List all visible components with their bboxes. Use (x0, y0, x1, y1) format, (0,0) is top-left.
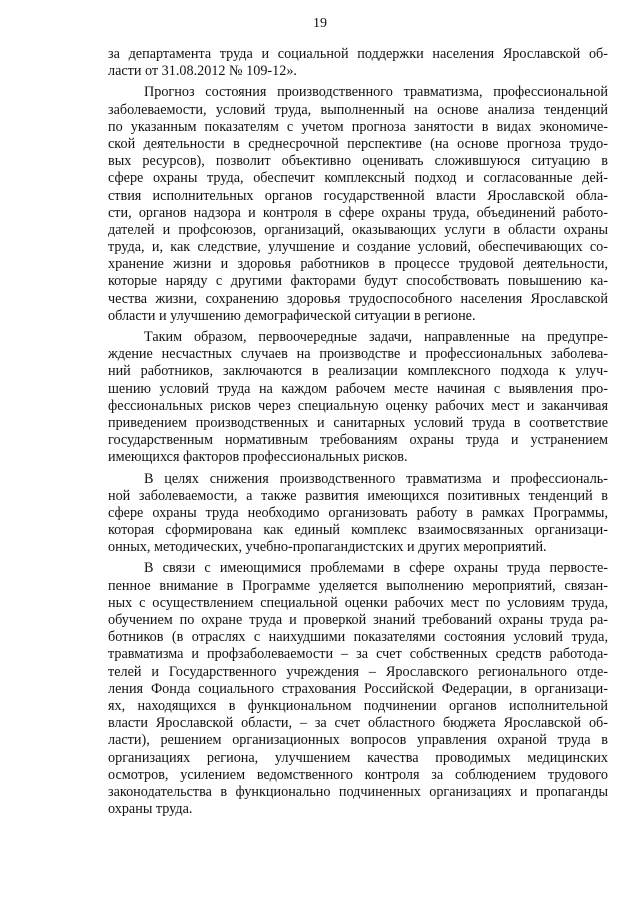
text-line: ных с осуществлением специальной оценки рабочих мест по условиям труда, (108, 594, 608, 611)
text-line: В связи с имеющимися проблемами в сфере охраны труда первосте- (144, 560, 608, 577)
page-number: 19 (313, 16, 327, 31)
text-line: В целях снижения производственного травматизма и профессиональ- (144, 470, 608, 487)
text-line: ствия исполнительных органов государственной власти Ярославской обла- (108, 187, 608, 204)
text-line: шению условий труда на каждом рабочем месте начиная с выявления про- (108, 380, 608, 397)
text-line: приведением производственных и санитарных условий труда в соответствие (108, 414, 608, 431)
text-line: власти Ярославской области, – за счет областного бюджета Ярославской об- (108, 715, 608, 732)
text-line: сфере охраны труда необходимо организовать работу в рамках Программы, (108, 504, 608, 521)
text-line: организациях региона, улучшением качества проводимых медицинских (108, 749, 608, 766)
text-line: ной заболеваемости, а также развития имеющихся позитивных тенденций в (108, 487, 608, 504)
paragraph (108, 471, 608, 557)
document-body (108, 46, 608, 822)
text-line: ласти), решением организационных вопросов управления охраной труда в (108, 732, 608, 749)
text-line: телей и Государственного учреждения – Ярославского регионального отде- (108, 663, 608, 680)
text-line: законодательства в функционально подчиненных организациях и пропаганды (108, 783, 608, 800)
paragraph (108, 46, 608, 80)
text-line: ской деятельности в среднесрочной перспективе (на основе прогноза трудо- (108, 135, 608, 152)
text-line: области и улучшению демографической ситуации в регионе. (108, 307, 476, 324)
text-line: которая сформирована как единый комплекс взаимосвязанных организаци- (108, 522, 608, 539)
text-line: онных, методических, учебно-пропагандистских и других мероприятий. (108, 539, 547, 556)
text-line: государственным нормативным требованиям охраны труда и устранением (108, 432, 608, 449)
text-line: Прогноз состояния производственного травматизма, профессиональной (144, 84, 608, 101)
text-line: сфере охраны труда, обеспечит комплексный подход и согласованные дей- (108, 170, 608, 187)
text-line: которые наряду с другими факторами будут способствовать повышению ка- (108, 273, 608, 290)
text-line: заболеваемости, условий труда, выполненный на основе анализа тенденций (108, 101, 608, 118)
text-line: травматизма и профзаболеваемости – за счет собственных средств работода- (108, 646, 608, 663)
text-line: по указанным показателям с учетом прогноза занятости в видах экономиче- (108, 118, 608, 135)
text-line: имеющихся факторов профессиональных рисков. (108, 449, 408, 466)
paragraph (108, 329, 608, 467)
paragraph (108, 84, 608, 325)
text-line: обучением по охране труда и проверкой знаний требований охраны труда ра- (108, 612, 608, 628)
text-line: охраны труда. (108, 801, 193, 818)
text-line: ления Фонда социального страхования Российской Федерации, в организаци- (108, 680, 608, 697)
text-line: ждение несчастных случаев на производстве и профессиональных заболева- (108, 346, 608, 363)
text-line: дателей и профсоюзов, организаций, оказывающих услуги в области охраны (108, 221, 608, 238)
text-line: пенное внимание в Программе уделяется выполнению мероприятий, связан- (108, 577, 608, 594)
text-line: Таким образом, первоочередные задачи, направленные на предупре- (144, 329, 608, 345)
text-line: осмотров, усилением ведомственного контроля за соблюдением трудового (108, 766, 608, 783)
text-line: чества жизни, сохранению здоровья трудоспособного населения Ярославской (108, 290, 608, 307)
text-line: ботников (в отраслях с наихудшими показателями состояния условий труда, (108, 629, 608, 646)
text-line: труда, и, как следствие, улучшение и создание условий, обеспечивающих со- (108, 239, 608, 256)
text-line: фессиональных рисков через специальную оценку рабочих мест и заканчивая (108, 397, 608, 414)
text-line: вых ресурсов), позволит объективно оценивать сложившуюся ситуацию в (108, 153, 608, 170)
text-line: ях, находящихся в функциональном подчинении органов исполнительной (108, 697, 608, 714)
text-line: хранение жизни и здоровья работников в процессе трудовой деятельности, (108, 256, 608, 273)
text-line: за департамента труда и социальной поддержки населения Ярославской об- (108, 46, 608, 62)
text-line: сти, органов надзора и контроля в сфере охраны труда, объединений работо- (108, 204, 608, 221)
text-line: ний работников, заключаются в реализации комплексного подхода к улуч- (108, 363, 608, 380)
text-line: ласти от 31.08.2012 № 109-12». (108, 63, 297, 80)
paragraph (108, 560, 608, 818)
